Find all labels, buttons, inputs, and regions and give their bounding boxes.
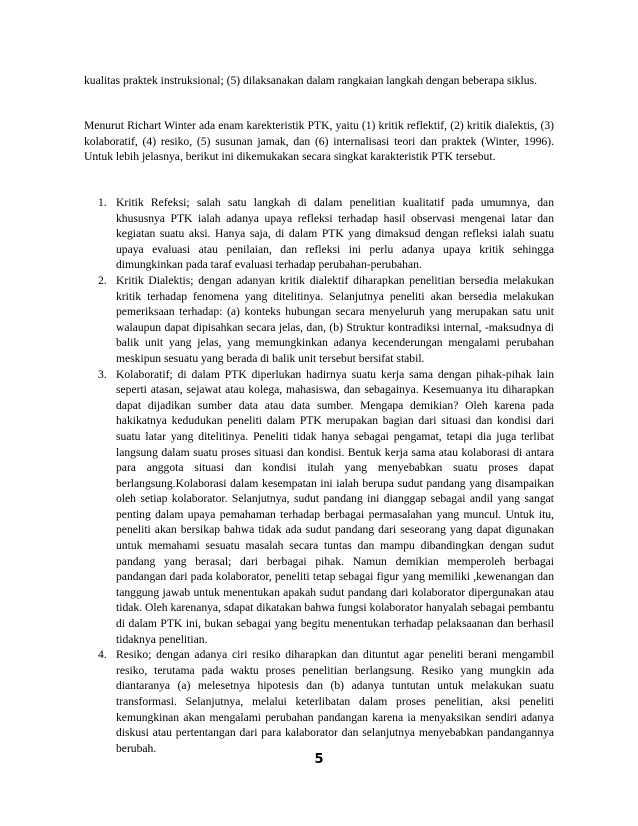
list-item <box>84 273 554 367</box>
list-item-text: Kritik Refeksi; salah satu langkah di dalam penelitian kualitatif pada umumnya, dan khususnya PTK ialah adanya upaya refleksi terhadap hasil observasi mengenai latar dan kegiatan suatu aksi. Hanya saja, di dalam PTK yang dimaksud dengan refleksi ialah suatu upaya evaluasi atau penilaian, dan refleksi ini perlu adanya upaya kritik sehingga dimungkinkan pada taraf evaluasi terhadap perubahan-perubahan. <box>116 196 554 272</box>
list-item-number: 1. <box>98 196 107 209</box>
list-item-text: Resiko; dengan adanya ciri resiko diharapkan dan dituntut agar peneliti berani mengambil resiko, terutama pada waktu proses penelitian berlangsung. Resiko yang mungkin ada diantaranya (a) melesetnya hipotesis dan (b) adanya tuntutan untuk melakukan suatu transformasi. Selanjutnya, melalui keterlibatan dalam proses penelitian, aksi peneliti kemungkinan akan mengalami perubahan pandangan karena ia menyaksikan sendiri adanya diskusi atau pertentangan dari para kalaborator dan selanjutnya menyebabkan pandangannya berubah. <box>116 648 554 755</box>
paragraph-intro-continuation: kualitas praktek instruksional; (5) dilaksanakan dalam rangkaian langkah dengan beberapa siklus. <box>84 74 537 87</box>
list-item <box>84 367 554 648</box>
list-item-text: Kolaboratif; di dalam PTK diperlukan hadirnya suatu kerja sama dengan pihak-pihak lain seperti atasan, sejawat atau kolega, mahasiswa, dan sebagainya. Kesemuanya itu diharapkan dapat dijadikan sumber data atau data sumber. Mengapa demikian? Oleh karena pada hakikatnya kedudukan peneliti dalam PTK merupakan bagian dari situasi dan kondisi dari suatu latar yang ditelitinya. Peneliti tidak hanya sebagai pengamat, tetapi dia juga terlibat langsung dalam suatu proses situasi dan kondisi. Bentuk kerja sama atau kolaborasi di antara para anggota situasi dan kondisi itulah yang menyebabkan suatu proses dapat berlangsung.Kolaborasi dalam kesempatan ini ialah berupa sudut pandang yang disampaikan oleh setiap kolaborator. Selanjutnya, sudut pandang ini dianggap sebagai andil yang sangat penting dalam upaya pemahaman terhadap berbagai permasalahan yang muncul. Untuk itu, peneliti akan bersikap bahwa tidak ada sudut pandang dari seseorang yang dapat digunakan untuk memahami sesuatu masalah secara tuntas dan mampu dibandingkan dengan sudut pandang yang berasal; dari berbagai pihak. Namun demikian memperoleh berbagai pandangan dari pada kolaborator, peneliti tetap sebagai figur yang memiliki ,kewenangan dan tanggung jawab untuk menentukan apakah sudut pandang dari kolaborator dipergunakan atau tidak. Oleh karenanya, sdapat dikatakan bahwa fungsi kolaborator hanyalah sebagai pembantu di dalam PTK ini, bukan sebagai yang begitu menentukan terhadap pelaksaanan dan berhasil tidaknya penelitian. <box>116 367 554 646</box>
list-item-number: 3. <box>98 367 107 381</box>
list-item <box>84 647 554 756</box>
paragraph-winter-characteristics: Menurut Richart Winter ada enam karekteristik PTK, yaitu (1) kritik reflektif, (2) kritik dialektis, (3) kolaboratif, (4) resiko, (5) susunan jamak, dan (6) internalisasi teori dan praktek (Winter, 1996). Untuk lebih jelasnya, berikut ini dikemukakan secara singkat karakteristik PTK tersebut. <box>84 119 554 164</box>
page-number: 5 <box>314 752 324 767</box>
characteristics-list <box>84 195 554 756</box>
list-item-number: 4. <box>98 648 107 662</box>
list-item <box>84 195 554 273</box>
list-item-number: 2. <box>98 273 107 287</box>
list-item-text: Kritik Dialektis; dengan adanyan kritik dialektif diharapkan penelitian bersedia melakukan kritik terhadap fenomena yang ditelitinya. Selanjutnya peneliti akan bersedia melakukan pemeriksaan terhadap: (a) konteks hubungan secara menyeluruh yang merupakan satu unit walaupun dapat dipisahkan secara jelas, dan, (b) Struktur kontradiksi internal, -maksudnya di balik unit yang jelas, yang memungkinkan adanya kecenderungan mengalami perubahan meskipun sesuatu yang berada di balik unit tersebut bersifat stabil. <box>116 273 554 365</box>
